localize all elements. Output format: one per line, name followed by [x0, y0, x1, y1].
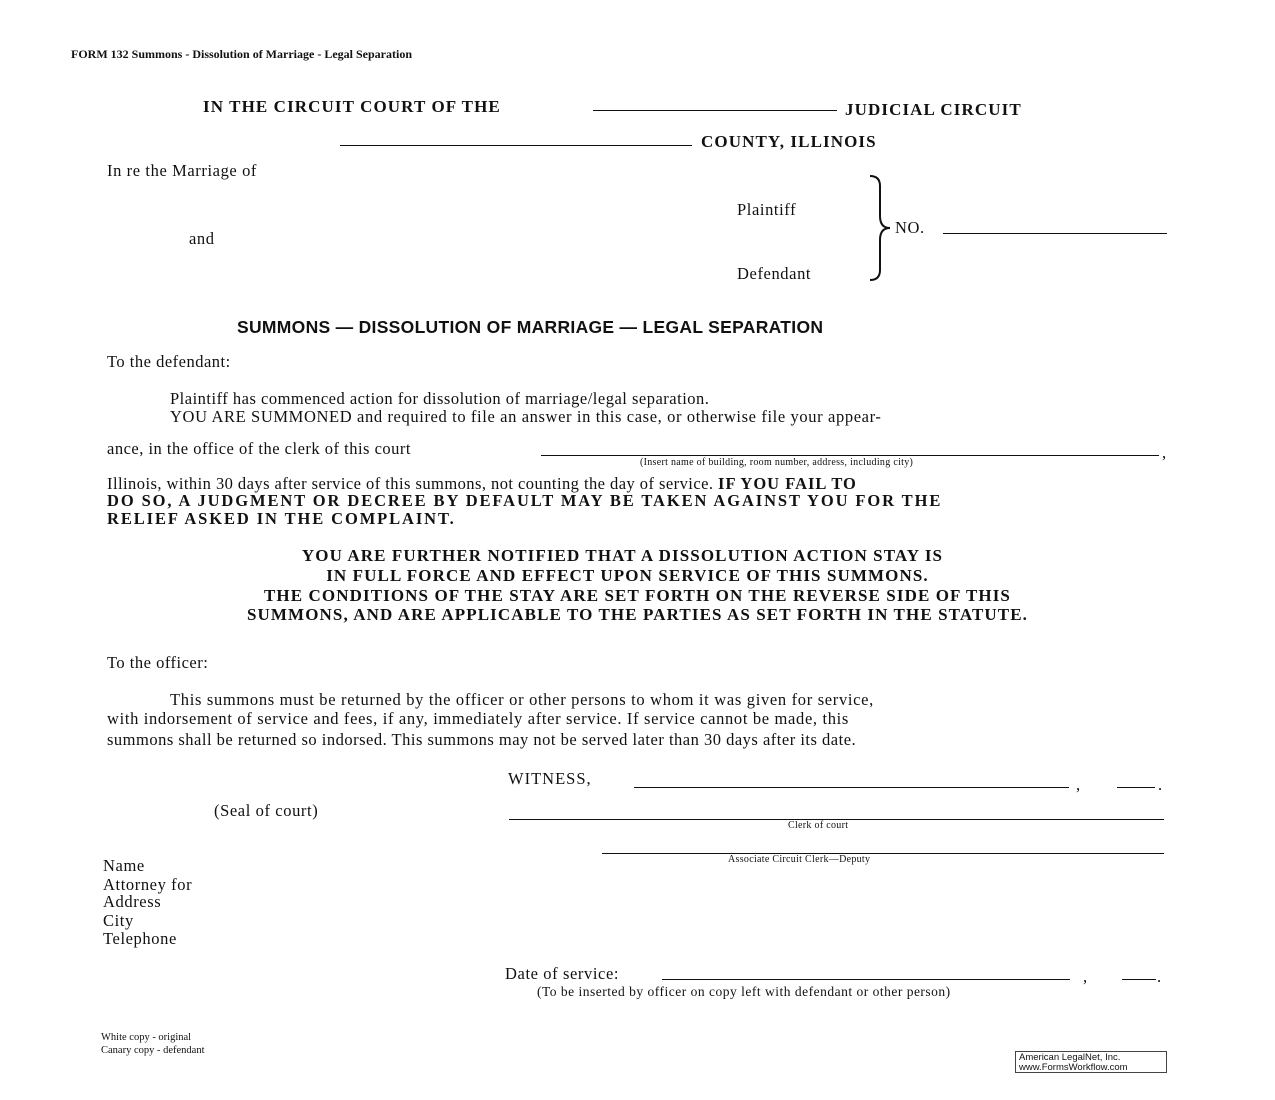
caption-brace [862, 172, 892, 284]
insert-note: (Insert name of building, room number, address, including city) [640, 457, 914, 468]
para3-bold2: DO SO, A JUDGMENT OR DECREE BY DEFAULT MAY BE TAKEN AGAINST YOU FOR THE [107, 491, 943, 510]
logo-line2: www.FormsWorkflow.com [1019, 1062, 1128, 1073]
officer-line3: summons shall be returned so indorsed. This summons may not be served later than 30 days after its date. [107, 730, 857, 749]
notice-line1: YOU ARE FURTHER NOTIFIED THAT A DISSOLUTION ACTION STAY IS [301, 546, 944, 565]
logo-line1: American LegalNet, Inc. [1019, 1052, 1121, 1063]
defendant-para2b: ance, in the office of the clerk of this court [107, 439, 411, 458]
deputy-label: Associate Circuit Clerk—Deputy [728, 854, 871, 865]
defendant-salutation: To the defendant: [107, 352, 231, 371]
county-field[interactable] [340, 145, 692, 146]
defendant-para1: Plaintiff has commenced action for dissolution of marriage/legal separation. [170, 389, 710, 408]
copy-white: White copy - original [101, 1032, 192, 1043]
para3-bold1: IF YOU FAIL TO [718, 474, 857, 493]
attorney-name: Name [103, 856, 145, 875]
county-label: COUNTY, ILLINOIS [701, 132, 877, 151]
service-note: (To be inserted by officer on copy left with defendant or other person) [537, 984, 951, 999]
witness-year-field[interactable] [1117, 787, 1155, 788]
defendant-label: Defendant [737, 264, 812, 283]
attorney-city: City [103, 911, 134, 930]
witness-label: WITNESS, [508, 769, 592, 788]
service-year-field[interactable] [1122, 979, 1156, 980]
officer-salutation: To the officer: [107, 653, 209, 672]
notice-line4: SUMMONS, AND ARE APPLICABLE TO THE PARTIES AS SET FORTH IN THE STATUTE. [246, 605, 1029, 624]
clerk-label: Clerk of court [788, 820, 849, 831]
plaintiff-label: Plaintiff [737, 200, 797, 219]
deputy-signature-field[interactable] [602, 853, 1164, 854]
officer-line1: This summons must be returned by the officer or other persons to whom it was given for service, [170, 690, 874, 709]
clerk-office-field[interactable] [541, 455, 1159, 456]
and-label: and [189, 229, 215, 248]
defendant-para2a: YOU ARE SUMMONED and required to file an answer in this case, or otherwise file your appear- [170, 407, 882, 426]
attorney-address: Address [103, 892, 162, 911]
service-label: Date of service: [505, 964, 620, 983]
service-date-field[interactable] [662, 979, 1070, 980]
officer-line2: with indorsement of service and fees, if any, immediately after service. If service cannot be made, this [107, 709, 849, 728]
copy-canary: Canary copy - defendant [101, 1045, 205, 1056]
seal-of-court: (Seal of court) [214, 801, 319, 820]
case-number-field[interactable] [943, 233, 1167, 234]
witness-field[interactable] [634, 787, 1069, 788]
footer-logo [1015, 1051, 1167, 1073]
notice-line3: THE CONDITIONS OF THE STAY ARE SET FORTH ON THE REVERSE SIDE OF THIS [263, 586, 1011, 605]
form-header: FORM 132 Summons - Dissolution of Marriage - Legal Separation [71, 47, 412, 61]
notice-line2: IN FULL FORCE AND EFFECT UPON SERVICE OF THIS SUMMONS. [326, 566, 929, 585]
para3-start: Illinois, within 30 days after service of this summons, not counting the day of service. [107, 474, 714, 493]
attorney-for: Attorney for [103, 875, 193, 894]
para3-bold3: RELIEF ASKED IN THE COMPLAINT. [107, 509, 456, 528]
judicial-circuit-field[interactable] [593, 110, 837, 111]
in-re-label: In re the Marriage of [107, 161, 258, 180]
court-suffix: JUDICIAL CIRCUIT [845, 100, 1022, 119]
case-number-label: NO. [895, 218, 925, 237]
document-title: SUMMONS — DISSOLUTION OF MARRIAGE — LEGAL SEPARATION [237, 317, 824, 337]
attorney-telephone: Telephone [103, 929, 177, 948]
court-prefix: IN THE CIRCUIT COURT OF THE [203, 97, 501, 116]
